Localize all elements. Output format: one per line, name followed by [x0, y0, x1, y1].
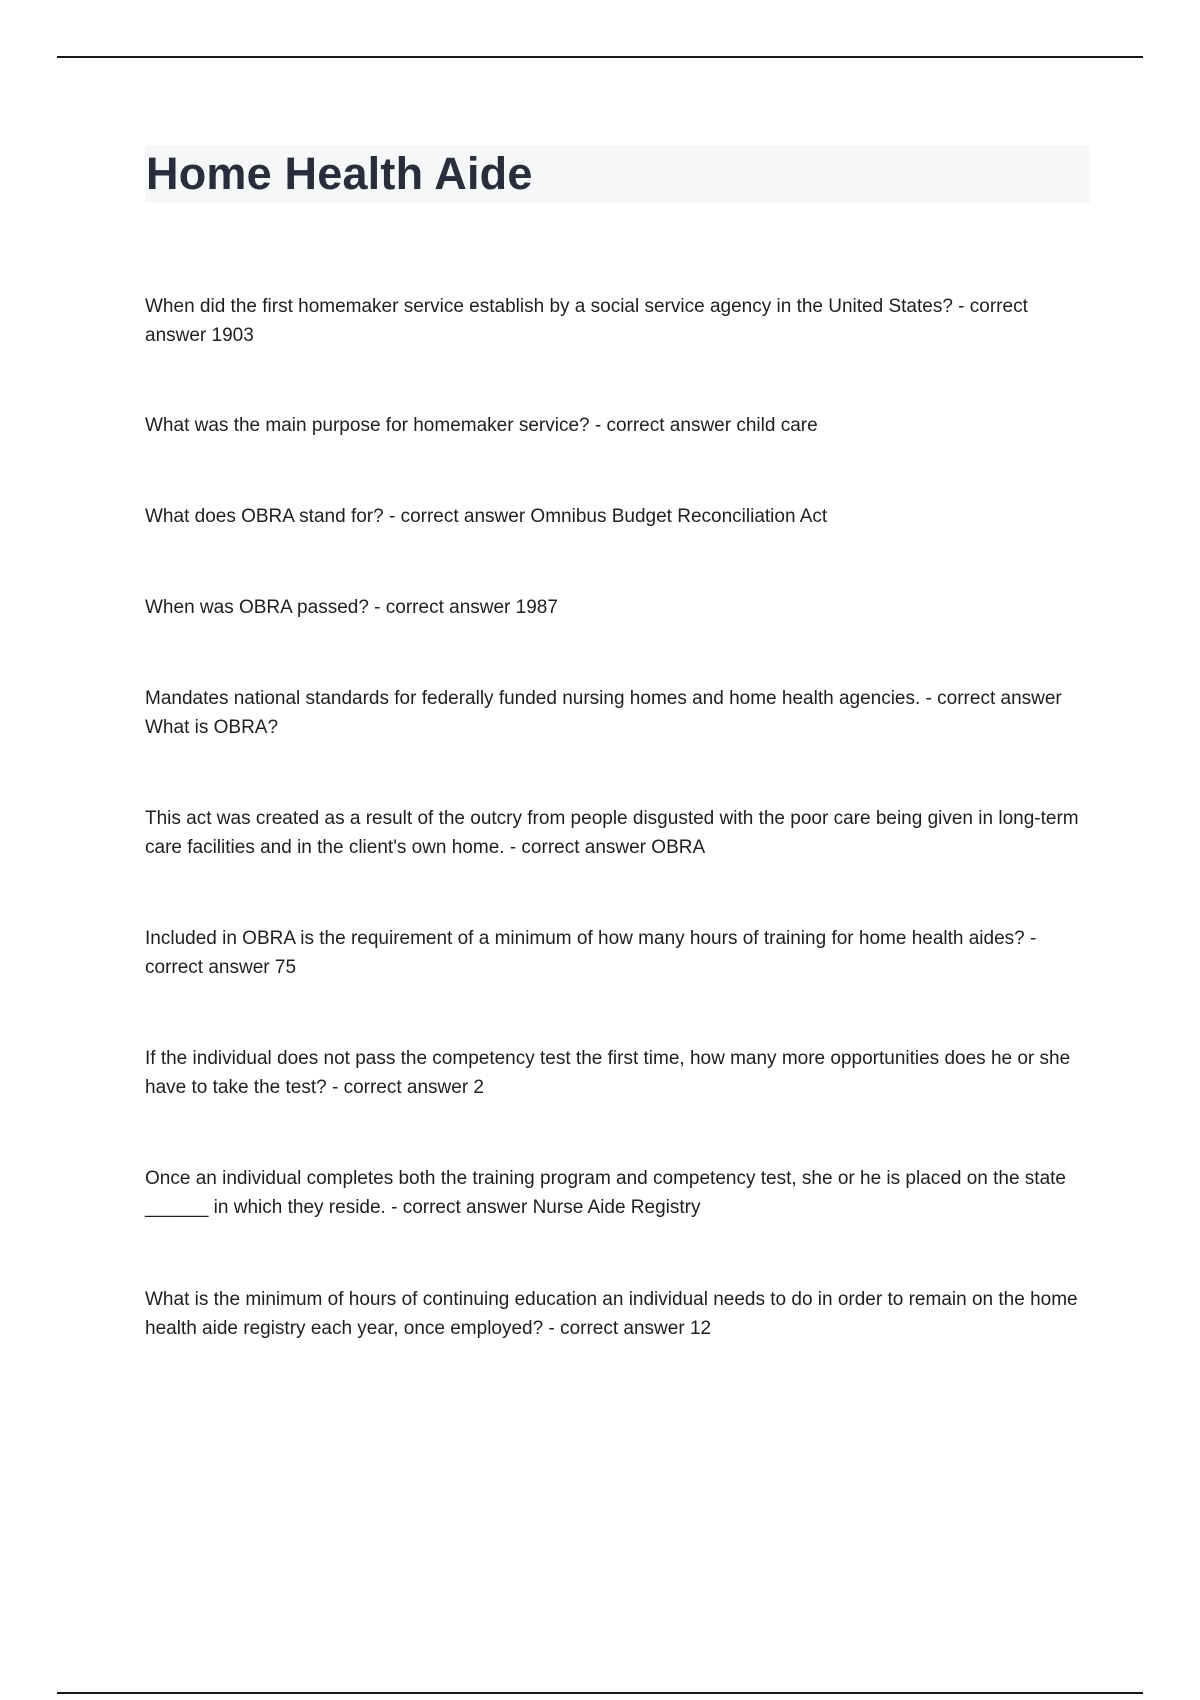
document-title: Home Health Aide	[146, 148, 533, 199]
qa-item: Mandates national standards for federally funded nursing homes and home health agencies. - correct answer What is OBRA?	[145, 688, 1062, 738]
bottom-divider	[57, 1692, 1143, 1694]
qa-item: What does OBRA stand for? - correct answer Omnibus Budget Reconciliation Act	[145, 506, 828, 527]
qa-item: What was the main purpose for homemaker service? - correct answer child care	[145, 415, 818, 436]
qa-item: This act was created as a result of the outcry from people disgusted with the poor care being given in long-term care facilities and in the client's own home. - correct answer OBRA	[145, 808, 1079, 858]
qa-item: Once an individual completes both the training program and competency test, she or he is placed on the state ______ in which they reside. - correct answer Nurse Aide Registry	[145, 1168, 1066, 1218]
qa-item: When was OBRA passed? - correct answer 1987	[145, 597, 558, 618]
qa-item: Included in OBRA is the requirement of a minimum of how many hours of training for home health aides? - correct answer 75	[145, 928, 1037, 978]
qa-item: What is the minimum of hours of continuing education an individual needs to do in order to remain on the home health aide registry each year, once employed? - correct answer 12	[145, 1289, 1078, 1339]
qa-item: If the individual does not pass the competency test the first time, how many more opportunities does he or she have to take the test? - correct answer 2	[145, 1048, 1071, 1098]
top-divider	[57, 56, 1143, 58]
qa-item: When did the first homemaker service establish by a social service agency in the United States? - correct answer 1903	[145, 296, 1028, 346]
